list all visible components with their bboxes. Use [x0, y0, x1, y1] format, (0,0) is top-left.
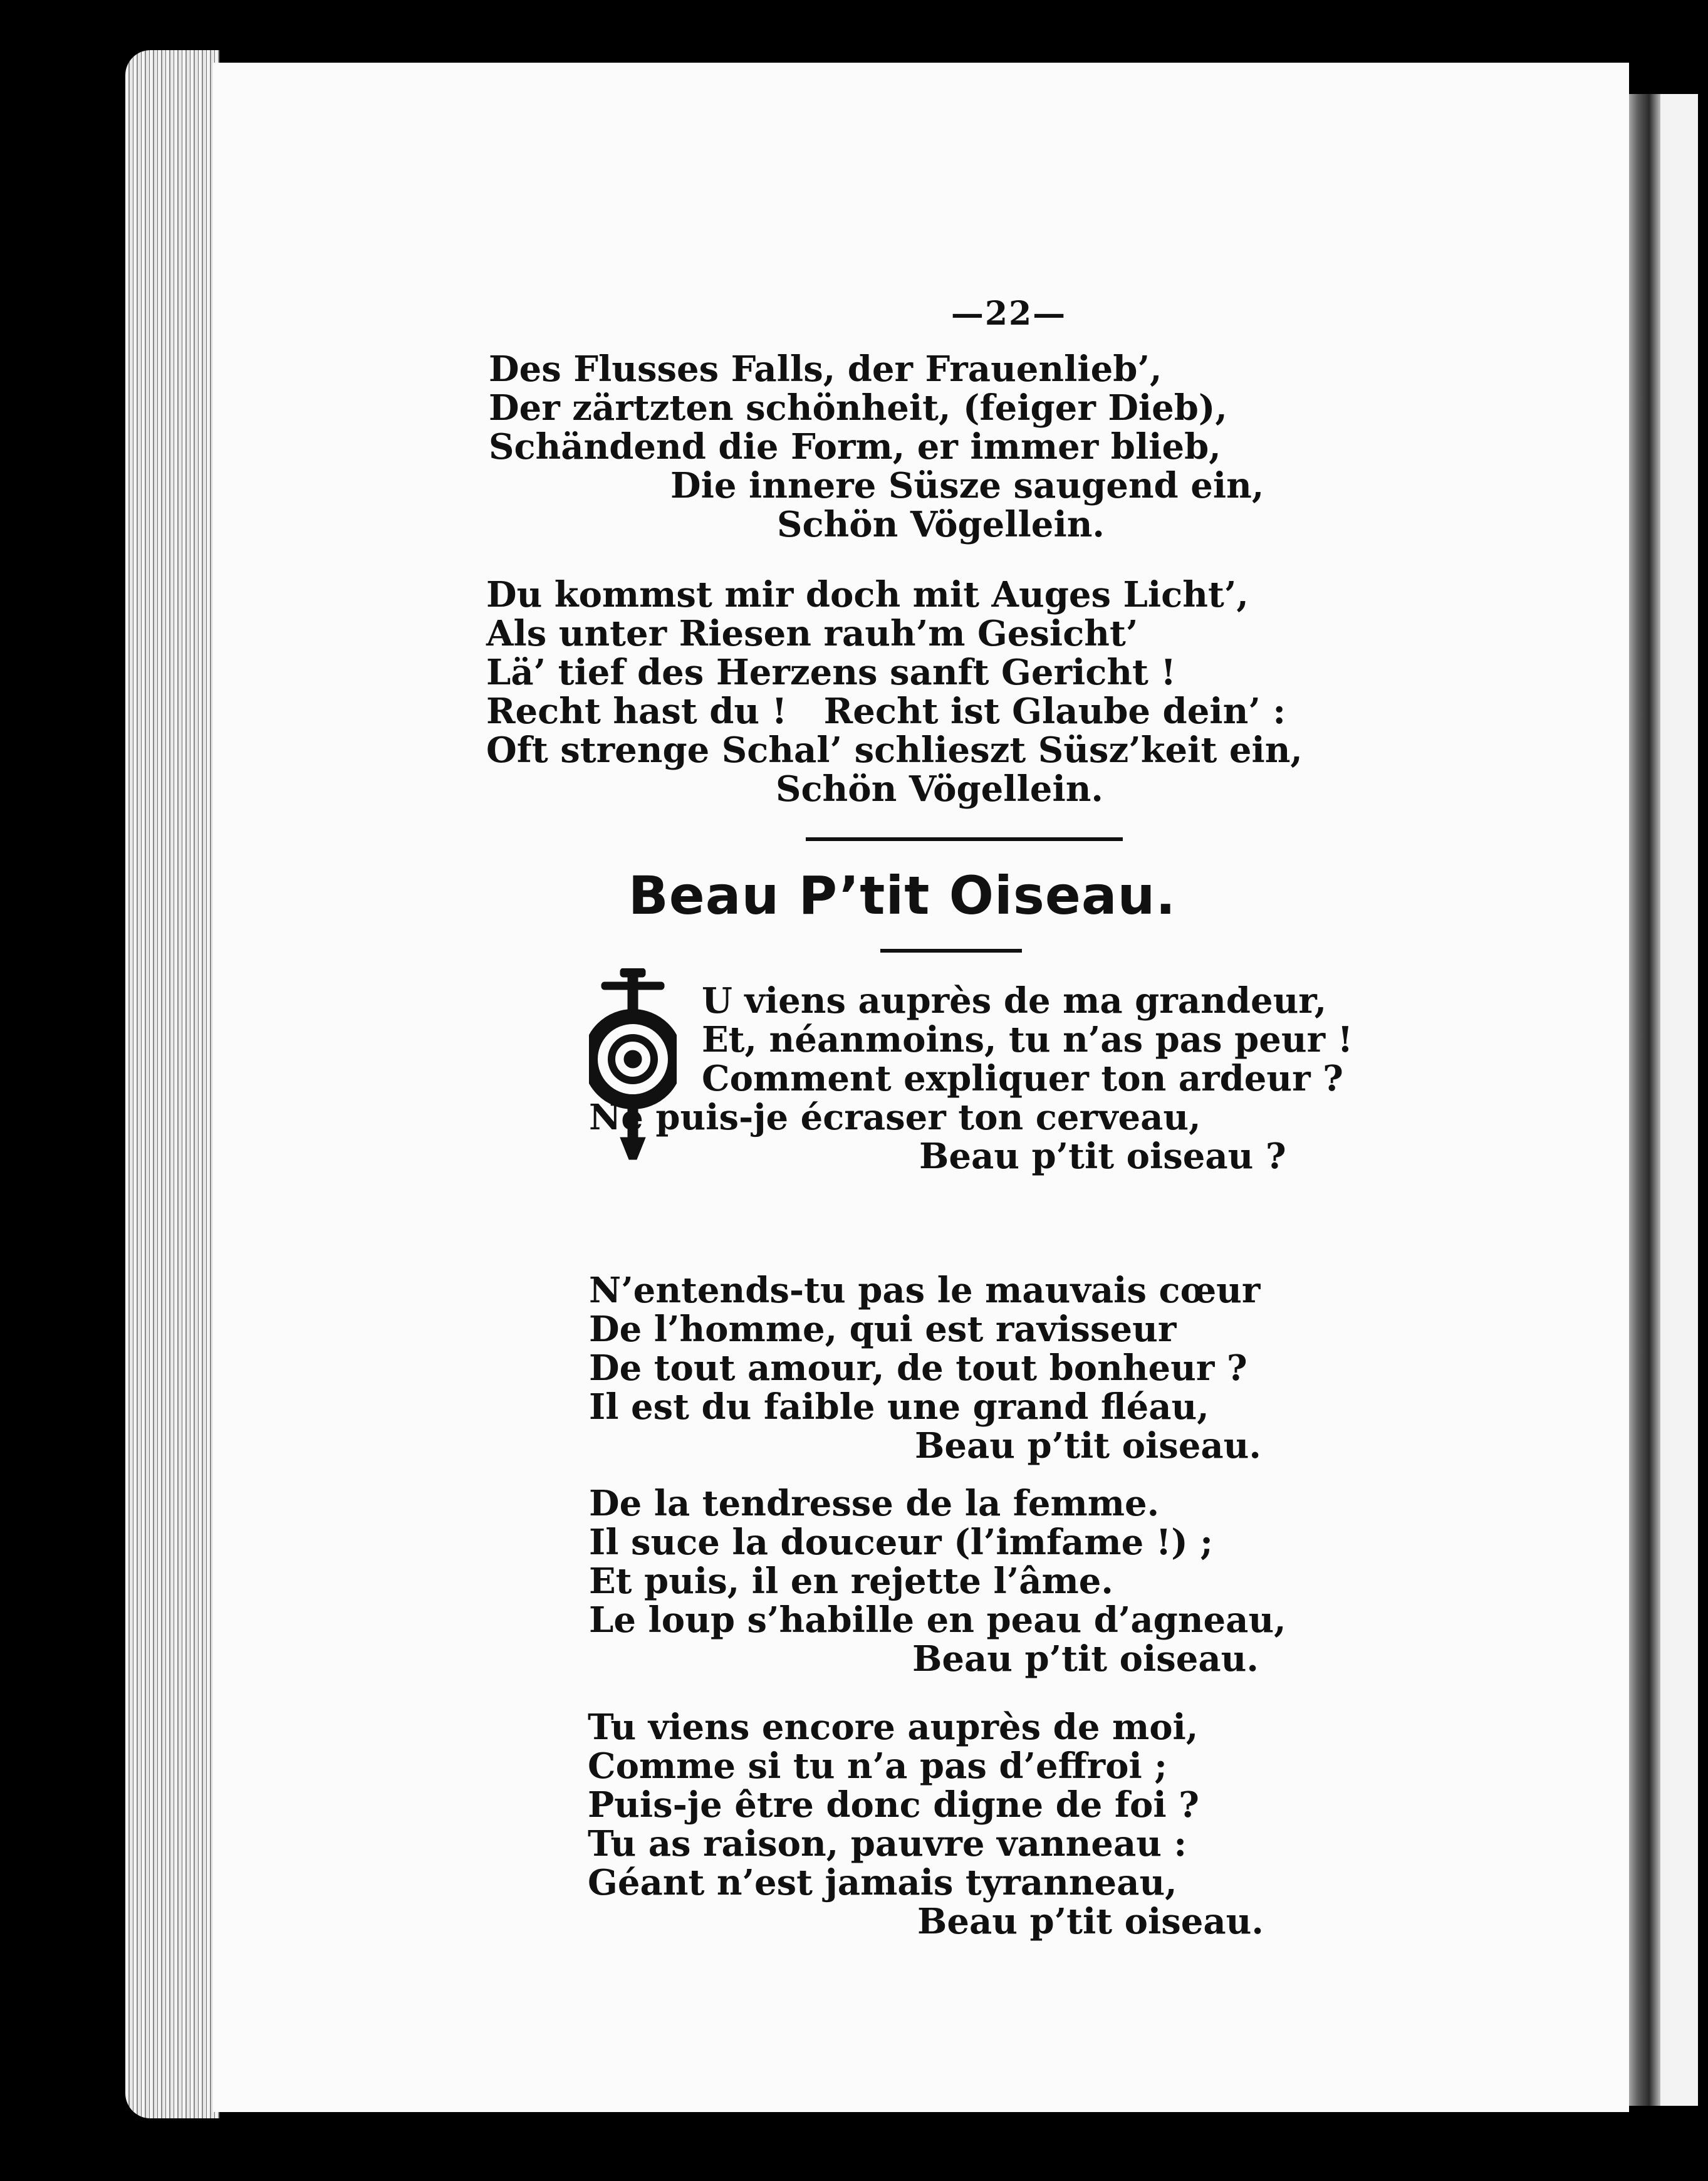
book-page-edges: [125, 50, 219, 2118]
poem-line: De l’homme, qui est ravisseur: [589, 1309, 1177, 1350]
poem-refrain: Schön Vögellein.: [776, 768, 1103, 810]
poem-line: Die innere Süsze saugend ein,: [670, 465, 1264, 506]
poem-line: Il suce la douceur (l’imfame !) ;: [589, 1522, 1213, 1563]
poem-line: Der zärtzten schönheit, (feiger Dieb),: [489, 387, 1227, 429]
poem-line: De la tendresse de la femme.: [589, 1483, 1160, 1524]
poem-refrain: Beau p’tit oiseau.: [912, 1638, 1259, 1680]
french-stanza-4: [588, 1708, 1264, 1941]
poem-line: Comme si tu n’a pas d’effroi ;: [588, 1745, 1167, 1787]
poem-line: Il est du faible une grand fléau,: [589, 1386, 1209, 1428]
poem-line: Als unter Riesen rauh’m Gesicht’: [486, 613, 1138, 654]
poem-line: U viens auprès de ma grandeur,: [702, 980, 1327, 1022]
poem-line: Tu viens encore auprès de moi,: [588, 1707, 1199, 1748]
french-stanza-3: [589, 1484, 1286, 1678]
poem-line: Le loup s’habille en peau d’agneau,: [589, 1599, 1286, 1641]
german-stanza-1: [489, 350, 1264, 544]
poem-refrain: Beau p’tit oiseau ?: [919, 1136, 1286, 1177]
poem-title: Beau P’tit Oiseau.: [628, 865, 1177, 926]
poem-line: Oft strenge Schal’ schlieszt Süsz’keit ein,: [486, 730, 1303, 771]
poem-line: Schändend die Form, er immer blieb,: [489, 426, 1221, 468]
poem-line: N’entends-tu pas le mauvais cœur: [589, 1270, 1261, 1311]
book-page: [213, 63, 1629, 2112]
poem-line: De tout amour, de tout bonheur ?: [589, 1347, 1247, 1389]
poem-line: Comment expliquer ton ardeur ?: [702, 1058, 1343, 1099]
poem-refrain: Beau p’tit oiseau.: [915, 1425, 1261, 1467]
section-divider: [806, 837, 1123, 841]
poem-line: Puis-je être donc digne de foi ?: [588, 1784, 1199, 1826]
title-underline: [880, 949, 1022, 953]
french-stanza-2: [589, 1271, 1261, 1465]
poem-refrain: Schön Vögellein.: [777, 504, 1105, 545]
poem-line: Recht hast du ! Recht ist Glaube dein’ :: [486, 691, 1286, 732]
facing-page-edge: [1660, 94, 1698, 2106]
poem-line: Géant n’est jamais tyranneau,: [588, 1862, 1177, 1903]
poem-line: Ne puis-je écraser ton cerveau,: [589, 1097, 1201, 1138]
poem-line: Des Flusses Falls, der Frauenlieb’,: [489, 348, 1162, 390]
poem-refrain: Beau p’tit oiseau.: [917, 1901, 1264, 1942]
poem-line: Et puis, il en rejette l’âme.: [589, 1561, 1113, 1602]
poem-line: Tu as raison, pauvre vanneau :: [588, 1823, 1187, 1865]
page-number: —22—: [950, 295, 1067, 333]
french-stanza-1: [589, 981, 1353, 1176]
german-stanza-2: [486, 575, 1303, 808]
poem-line: Du kommst mir doch mit Auges Licht’,: [486, 574, 1249, 615]
poem-line: Lä’ tief des Herzens sanft Gericht !: [486, 652, 1176, 693]
poem-line: Et, néanmoins, tu n’as pas peur !: [702, 1019, 1353, 1060]
